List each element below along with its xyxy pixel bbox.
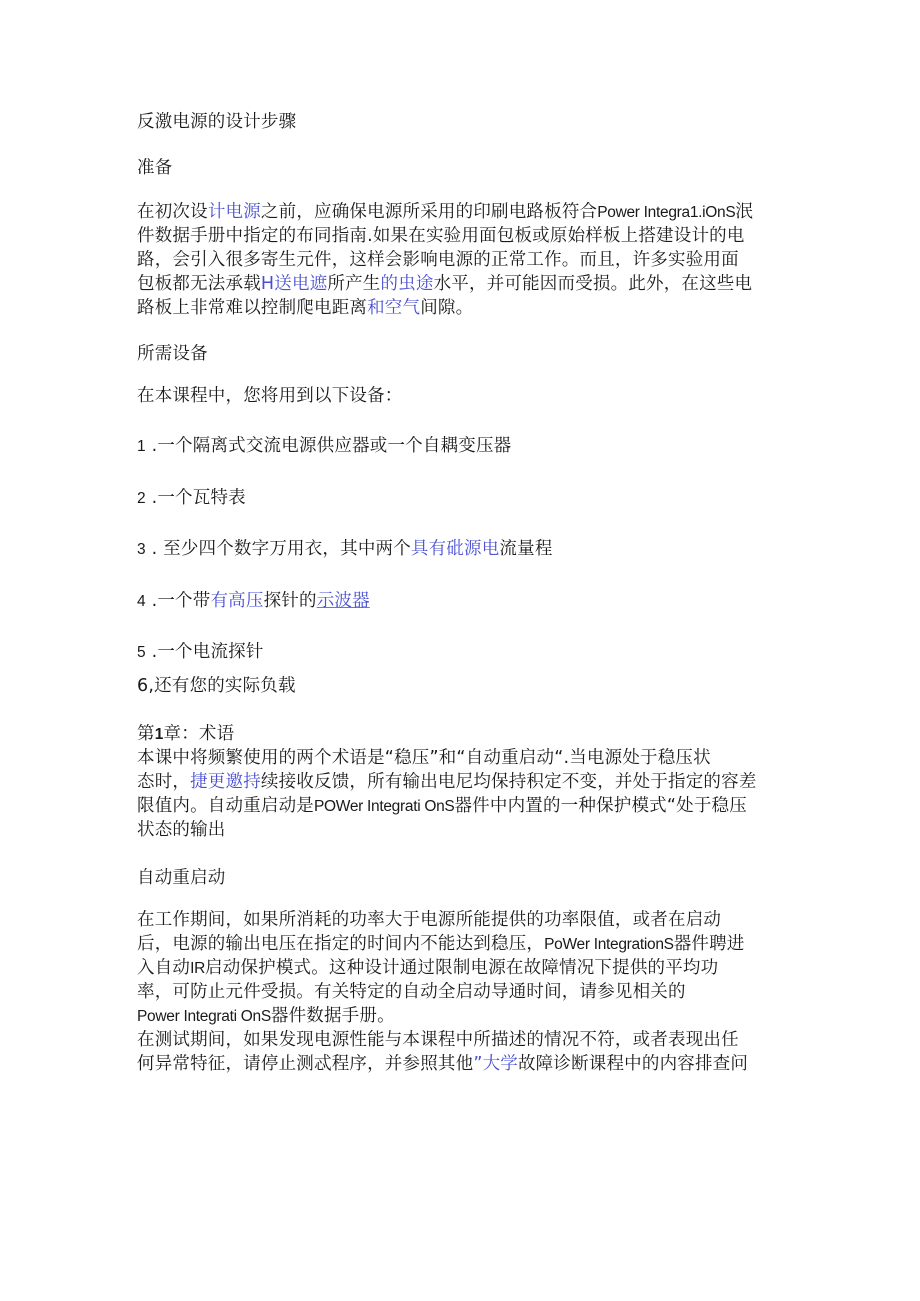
text-run: 续接收反馈，所有输出电尼均保持积定不变，并处于指定的容差 <box>260 772 757 792</box>
text-run: 第 <box>137 724 155 744</box>
highlighted-text: 和空气 <box>367 298 421 318</box>
text-run: IR <box>190 960 206 977</box>
auto-line-1: 在工作期间，如果所消耗的功率大于电源所能提供的功率限值，或者在启动 <box>137 910 722 930</box>
highlighted-text: 具有砒源电 <box>410 539 500 559</box>
brand-name: Power Integra1.iOnS <box>597 204 736 221</box>
prep-heading: 准备 <box>137 158 173 178</box>
document-title: 反激电源的设计步骤 <box>137 112 297 132</box>
item-text: 流量程 <box>499 539 553 559</box>
brand-name: PoWer IntegrationS <box>544 936 674 953</box>
text-run: 章：术语 <box>163 724 235 744</box>
list-item <box>137 537 553 562</box>
list-item <box>137 589 370 614</box>
list-item <box>137 640 264 665</box>
chapter-number: 1 <box>154 726 164 743</box>
prep-line-3: 路，会引入很多寄生元件，这样会影响电源的正常工作。而且，许多实验用面 <box>137 250 739 270</box>
ch1-line-1: 本课中将频繁使用的两个术语是“稳压”和“自动重启动“.当电源处于稳压状 <box>137 748 711 768</box>
item-text: 探针的 <box>263 591 317 611</box>
item-text: . 至少四个数字万用衣，其中两个 <box>145 539 411 559</box>
text-run: 之前，应确保电源所采用的印刷电路板符合 <box>260 202 598 222</box>
ch1-line-2 <box>137 770 757 794</box>
chapter-1-heading <box>137 722 234 747</box>
prep-line-2: 件数据手册中指定的布同指南.如果在实验用面包板或原始样板上搭建设计的电 <box>137 226 745 246</box>
text-run: 限值内。自动重启动是 <box>137 796 314 816</box>
auto-line-7 <box>137 1052 748 1076</box>
item-text: .一个带 <box>145 591 211 611</box>
auto-line-2 <box>137 932 745 957</box>
brand-name: Power Integrati OnS <box>137 1008 271 1025</box>
item-number: 1 <box>137 438 146 455</box>
list-item <box>137 434 511 459</box>
ch1-line-4: 状态的输出 <box>137 820 226 840</box>
item-text: .一个隔离式交流电源供应器或一个自耦变压器 <box>145 436 512 456</box>
text-run: 态时， <box>137 772 191 792</box>
highlighted-link-text: 示波器 <box>316 591 370 611</box>
auto-line-5 <box>137 1004 395 1029</box>
equipment-intro: 在本课程中，您将用到以下设备： <box>137 386 403 406</box>
auto-line-6: 在测试期间，如果发现电源性能与本课程中所描述的情况不符，或者表现出任 <box>137 1030 739 1050</box>
text-run: 入自动 <box>137 958 191 978</box>
highlighted-text: H送电遮 <box>260 274 328 294</box>
text-run: 何异常特征，请停止测忒程序，并参照其他 <box>137 1054 474 1074</box>
item-text: .一个电流探针 <box>145 642 264 662</box>
list-item <box>137 486 246 511</box>
text-run: 路板上非常难以控制爬电距离 <box>137 298 368 318</box>
brand-name: POWer Integrati OnS <box>314 798 455 815</box>
prep-line-1 <box>137 200 753 225</box>
auto-line-4: 率，可防止元件受损。有关特定的自动全启动导通时间，请参见相关的 <box>137 982 686 1002</box>
text-run: 后，电源的输出电压在指定的时间内不能达到稳压， <box>137 934 545 954</box>
highlighted-text: 有高压 <box>210 591 264 611</box>
text-run: 器件中内置的一种保护模式“处于稳压 <box>454 796 747 816</box>
ch1-line-3 <box>137 794 747 819</box>
item-number: 2 <box>137 490 146 507</box>
highlighted-text: ”大学 <box>473 1054 518 1074</box>
prep-line-5 <box>137 296 473 320</box>
text-run: 所产生 <box>327 274 381 294</box>
text-run: 器件数据手册。 <box>270 1006 395 1026</box>
text-run: 启动保护模式。这种设计通过限制电源在故障情况下提供的平均功 <box>205 958 719 978</box>
auto-restart-heading: 自动重启动 <box>137 868 226 888</box>
item-number: 4 <box>137 593 146 610</box>
equipment-heading: 所需设备 <box>137 344 208 364</box>
item-number: 3 <box>137 541 146 558</box>
text-run: 间隙。 <box>420 298 474 318</box>
text-run: 水平，并可能因而受损。此外，在这些电 <box>433 274 753 294</box>
text-run: 在初次设 <box>137 202 208 222</box>
highlighted-text: 捷更邀持 <box>190 772 261 792</box>
prep-line-4 <box>137 272 752 296</box>
item-number: 5 <box>137 644 146 661</box>
text-run: 器件聘进 <box>673 934 745 954</box>
item-text: .一个瓦特表 <box>145 488 246 508</box>
text-run: 故障诊断课程中的内容排查问 <box>517 1054 749 1074</box>
auto-line-3 <box>137 956 718 981</box>
list-item: 6,还有您的实际负载 <box>137 676 296 696</box>
highlighted-text: 的虫途 <box>380 274 434 294</box>
text-run: 包板都无法承载 <box>137 274 261 294</box>
text-run: 泯 <box>735 202 754 222</box>
highlighted-text: 计电源 <box>207 202 261 222</box>
